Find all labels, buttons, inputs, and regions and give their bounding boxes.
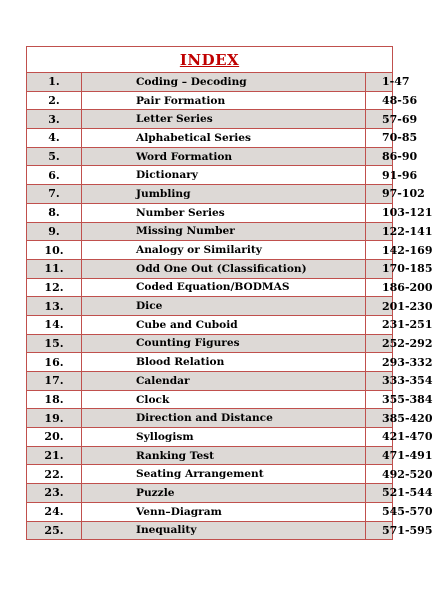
table-row [27, 147, 392, 166]
chapter-pages: 521-544 [366, 484, 393, 503]
table-row [27, 166, 392, 185]
chapter-topic: Calendar [82, 372, 366, 391]
chapter-pages: 91-96 [366, 166, 393, 185]
chapter-number: 19. [27, 409, 82, 428]
table-row [27, 390, 392, 409]
chapter-pages: 186-200 [366, 278, 393, 297]
chapter-topic: Ranking Test [82, 446, 366, 465]
chapter-number: 15. [27, 334, 82, 353]
chapter-pages: 122-141 [366, 222, 393, 241]
table-row [27, 91, 392, 110]
table-row [27, 409, 392, 428]
index-table-frame [26, 46, 433, 540]
chapter-topic: Coding – Decoding [82, 73, 366, 91]
chapter-number: 5. [27, 147, 82, 166]
chapter-topic: Blood Relation [82, 353, 366, 372]
chapter-topic: Word Formation [82, 147, 366, 166]
chapter-topic: Odd One Out (Classification) [82, 259, 366, 278]
table-row [27, 334, 392, 353]
table-row [27, 484, 392, 503]
chapter-pages: 1-47 [366, 73, 393, 91]
chapter-topic: Counting Figures [82, 334, 366, 353]
chapter-topic: Dictionary [82, 166, 366, 185]
chapter-topic: Jumbling [82, 185, 366, 204]
chapter-pages: 97-102 [366, 185, 393, 204]
chapter-pages: 471-491 [366, 446, 393, 465]
table-row [27, 278, 392, 297]
chapter-topic: Number Series [82, 203, 366, 222]
chapter-number: 21. [27, 446, 82, 465]
chapter-number: 3. [27, 110, 82, 129]
table-row [27, 297, 392, 316]
chapter-topic: Alphabetical Series [82, 129, 366, 148]
chapter-topic: Dice [82, 297, 366, 316]
chapter-topic: Inequality [82, 521, 366, 539]
chapter-pages: 142-169 [366, 241, 393, 260]
chapter-topic: Analogy or Similarity [82, 241, 366, 260]
chapter-number: 24. [44, 505, 64, 519]
chapter-pages: 293-332 [366, 353, 393, 372]
chapter-topic: Venn–Diagram [82, 502, 366, 521]
table-row [27, 222, 392, 241]
chapter-pages: 385-420 [366, 409, 393, 428]
chapter-pages: 48-56 [366, 91, 393, 110]
table-row [27, 185, 392, 204]
table-row [27, 502, 392, 521]
chapter-pages: 231-251 [366, 315, 393, 334]
chapter-pages: 170-185 [366, 259, 393, 278]
chapter-number: 1. [27, 73, 82, 91]
chapter-number: 11. [27, 259, 82, 278]
chapter-pages: 103-121 [366, 203, 393, 222]
chapter-number: 18. [44, 393, 64, 407]
table-row [27, 110, 392, 129]
chapter-number: 4. [48, 131, 60, 145]
table-row [27, 315, 392, 334]
chapter-pages: 492-520 [366, 465, 393, 484]
table-row [27, 73, 392, 91]
chapter-number: 13. [27, 297, 82, 316]
chapter-topic: Coded Equation/BODMAS [82, 278, 366, 297]
chapter-number: 12. [44, 280, 64, 294]
table-row [27, 446, 392, 465]
chapter-topic: Puzzle [82, 484, 366, 503]
table-row [27, 521, 392, 539]
chapter-pages: 333-354 [366, 372, 393, 391]
chapter-number: 6. [48, 168, 60, 182]
chapter-number: 8. [48, 206, 60, 220]
chapter-topic: Letter Series [82, 110, 366, 129]
index-table-body [27, 73, 433, 539]
table-row [27, 428, 392, 447]
chapter-number: 2. [48, 94, 60, 108]
chapter-number: 25. [27, 521, 82, 539]
chapter-pages: 355-384 [366, 390, 393, 409]
table-row [27, 129, 392, 148]
chapter-number: 7. [27, 185, 82, 204]
chapter-pages: 201-230 [366, 297, 393, 316]
chapter-topic: Syllogism [82, 428, 366, 447]
chapter-pages: 86-90 [366, 147, 393, 166]
table-row [27, 353, 392, 372]
chapter-pages: 571-595 [366, 521, 393, 539]
index-table [27, 73, 433, 539]
chapter-number: 22. [44, 467, 64, 481]
index-title-row [27, 47, 392, 73]
table-row [27, 241, 392, 260]
chapter-pages: 70-85 [366, 129, 393, 148]
chapter-number: 20. [44, 430, 64, 444]
chapter-number: 9. [27, 222, 82, 241]
chapter-pages: 57-69 [366, 110, 393, 129]
chapter-topic: Cube and Cuboid [82, 315, 366, 334]
chapter-topic: Clock [82, 390, 366, 409]
table-row [27, 203, 392, 222]
chapter-pages: 421-470 [366, 428, 393, 447]
index-title: INDEX [179, 50, 240, 69]
chapter-number: 10. [44, 243, 64, 257]
chapter-pages: 252-292 [366, 334, 393, 353]
table-row [27, 372, 392, 391]
chapter-number: 14. [44, 318, 64, 332]
chapter-number: 23. [27, 484, 82, 503]
chapter-number: 17. [27, 372, 82, 391]
chapter-topic: Pair Formation [82, 91, 366, 110]
chapter-topic: Direction and Distance [82, 409, 366, 428]
chapter-pages: 545-570 [366, 502, 393, 521]
chapter-topic: Seating Arrangement [82, 465, 366, 484]
chapter-number: 16. [44, 355, 64, 369]
chapter-topic: Missing Number [82, 222, 366, 241]
table-row [27, 259, 392, 278]
table-row [27, 465, 392, 484]
